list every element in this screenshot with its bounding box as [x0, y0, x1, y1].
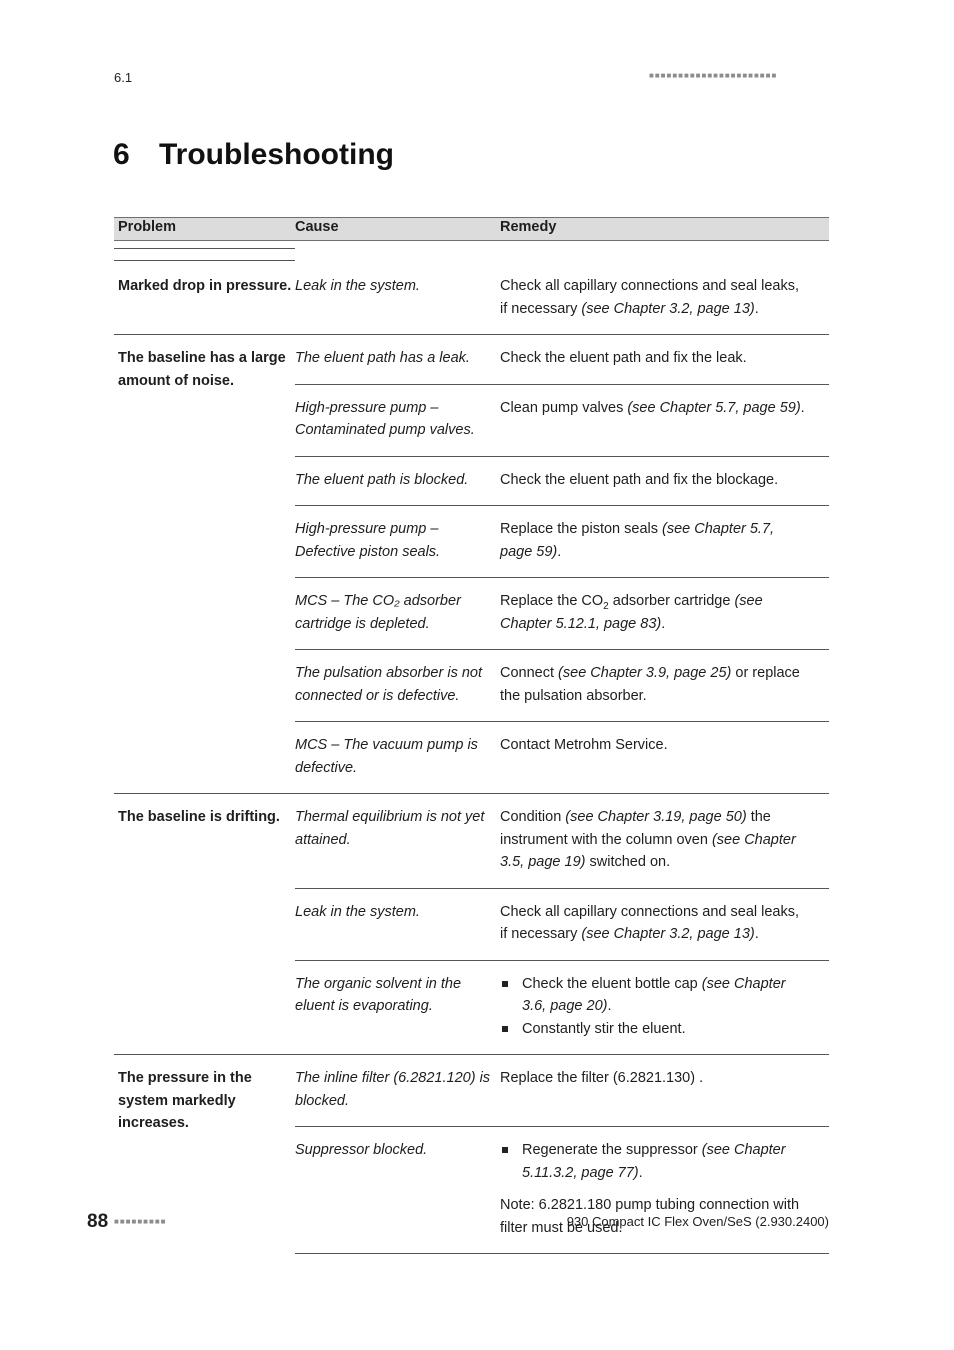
cross-reference: (see Chapter 5.12.1, page 83) [500, 593, 763, 632]
header-section-number: 6.1 [114, 70, 133, 85]
remedy-cell [500, 889, 829, 960]
table-row [295, 1055, 829, 1127]
column-header-cause: Cause [295, 219, 339, 235]
cross-reference: (see Chapter 3.2, page 13) [581, 300, 755, 317]
troubleshooting-table [114, 217, 829, 1254]
problem-cell: Marked drop in pressure. [118, 278, 292, 294]
text-run: or replace the pulsation absorber. [500, 665, 800, 704]
table-row [295, 794, 829, 889]
text-run: Clean pump valves [500, 399, 628, 416]
cause-remedy-rows [295, 263, 829, 334]
text-run: Check the eluent path and fix the blockage. [500, 471, 779, 488]
text-run: Constantly stir the eluent. [522, 1020, 686, 1037]
cause-cell: The pulsation absorber is not connected or is defective. [295, 665, 482, 704]
cross-reference: (see Chapter 3.19, page 50) [565, 809, 747, 825]
text-run: Regenerate the suppressor [522, 1142, 702, 1158]
list-item [500, 1139, 809, 1184]
text-run: Check the eluent path and fix the leak. [500, 350, 747, 366]
cause-cell: The organic solvent in the eluent is evaporating. [295, 975, 462, 1014]
cause-cell: High-pressure pump – Defective piston seals. [295, 521, 441, 560]
divider [114, 260, 295, 261]
text-run: . [661, 615, 666, 632]
cause-cell: The eluent path is blocked. [295, 471, 469, 488]
remedy-cell [500, 1127, 829, 1253]
cause-cell: The eluent path has a leak. [295, 350, 470, 366]
table-row [295, 722, 829, 793]
document-title: 930 Compact IC Flex Oven/SeS (2.930.2400) [566, 1214, 829, 1229]
cause-cell: Suppressor blocked. [295, 1142, 428, 1158]
text-run: Check the eluent bottle cap [522, 975, 702, 992]
table-row [295, 578, 829, 650]
text-run: Connect [500, 665, 559, 681]
text-run: Check all capillary connections and seal leaks, if necessary [500, 278, 800, 317]
text-run: . [607, 998, 612, 1014]
table-row [295, 650, 829, 722]
cross-reference: (see Chapter 5.11.3.2, page 77) [522, 1142, 786, 1181]
problem-cell: The baseline has a large amount of noise. [118, 350, 286, 389]
cause-cell: Leak in the system. [295, 278, 420, 294]
text-run: Check all capillary connections and seal leaks, if necessary [500, 903, 800, 942]
cross-reference: (see Chapter 3.6, page 20) [522, 975, 786, 1014]
table-row [295, 335, 829, 385]
list-item [500, 1018, 809, 1041]
remedy-cell [500, 650, 829, 721]
subscript: 2 [603, 600, 609, 612]
remedy-cell [500, 385, 829, 456]
remedy-cell [500, 457, 829, 506]
text-run: . [800, 399, 805, 416]
table-header [114, 217, 829, 241]
cause-cell: MCS – The CO₂ adsorber cartridge is depleted. [295, 593, 461, 632]
table-row [295, 263, 829, 334]
text-run: . [754, 926, 759, 942]
remedy-cell [500, 263, 829, 334]
table-row [295, 385, 829, 457]
cross-reference: (see Chapter 3.2, page 13) [581, 926, 755, 942]
cross-reference: (see Chapter 3.5, page 19) [500, 831, 796, 870]
text-run: Replace the piston seals [500, 521, 663, 537]
page-number: 88 [87, 1211, 109, 1232]
remedy-cell [500, 578, 829, 649]
text-run: . [638, 1164, 643, 1181]
chapter-number: 6 [113, 138, 130, 171]
divider [114, 248, 295, 249]
remedy-cell [500, 794, 829, 888]
header-decoration: ■■■■■■■■■■■■■■■■■■■■■■ [649, 71, 778, 80]
chapter-heading [113, 138, 394, 172]
cause-remedy-rows [295, 335, 829, 793]
remedy-cell [500, 335, 829, 384]
problem-cell: The baseline is drifting. [118, 809, 280, 825]
text-run: switched on. [585, 854, 671, 870]
cause-cell: Leak in the system. [295, 903, 420, 920]
cross-reference: (see Chapter 5.7, page 59) [500, 521, 775, 560]
table-row [295, 961, 829, 1055]
remedy-cell [500, 961, 829, 1055]
problem-cell: The pressure in the system markedly increases. [118, 1070, 252, 1131]
table-row [295, 506, 829, 578]
text-run: . [754, 300, 759, 317]
remedy-cell [500, 506, 829, 577]
column-header-remedy: Remedy [500, 219, 557, 235]
problem-group [114, 794, 829, 1055]
cause-remedy-rows [295, 794, 829, 1054]
column-header-problem: Problem [118, 219, 177, 235]
chapter-title: Troubleshooting [159, 138, 394, 171]
footer-decoration: ■■■■■■■■■ [114, 1217, 167, 1226]
cause-cell: High-pressure pump – Contaminated pump valves. [295, 399, 475, 438]
remedy-cell [500, 722, 829, 793]
text-run: Contact Metrohm Service. [500, 737, 668, 753]
cause-cell: Thermal equilibrium is not yet attained. [295, 809, 485, 848]
cause-cell: MCS – The vacuum pump is defective. [295, 737, 478, 776]
remedy-list [500, 1139, 809, 1184]
table-spacer [114, 241, 829, 263]
problem-group [114, 335, 829, 794]
list-item [500, 973, 809, 1018]
cross-reference: (see Chapter 5.7, page 59) [627, 399, 801, 416]
cause-cell: The inline filter (6.2821.120) is blocked. [295, 1070, 491, 1109]
text-run: adsorber cartridge [608, 593, 735, 609]
remedy-cell [500, 1055, 829, 1126]
table-body [114, 263, 829, 1254]
text-run: Condition [500, 809, 566, 825]
remedy-note: Note: 6.2821.180 pump tubing connection with filter must be used. [500, 1197, 800, 1236]
text-run: the instrument with the column oven [500, 809, 771, 848]
table-row [295, 889, 829, 961]
text-run: Replace the CO [500, 593, 604, 609]
table-row [295, 1127, 829, 1254]
cross-reference: (see Chapter 3.9, page 25) [558, 665, 732, 681]
text-run: Replace the filter (6.2821.130) . [500, 1070, 704, 1086]
remedy-list [500, 973, 809, 1041]
text-run: . [557, 543, 562, 560]
table-row [295, 457, 829, 507]
problem-group [114, 263, 829, 335]
